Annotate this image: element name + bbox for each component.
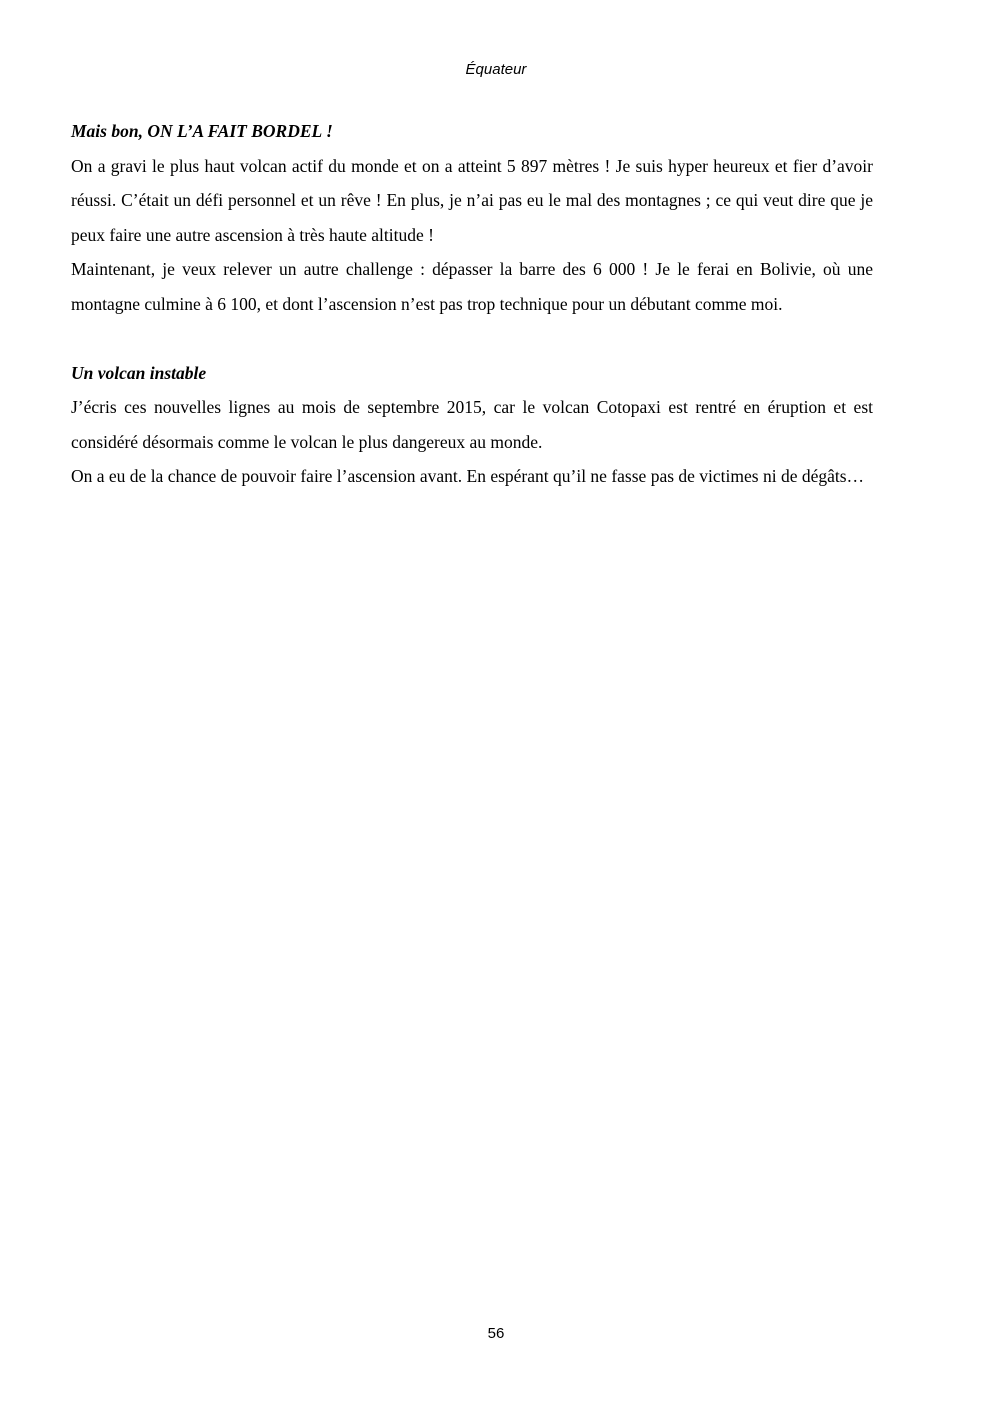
section-heading: Un volcan instable <box>71 362 207 383</box>
paragraph: J’écris ces nouvelles lignes au mois de septembre 2015, car le volcan Cotopaxi est rentré en éruption et est considéré désormais comme le volcan le plus dangereux au monde. <box>71 397 873 452</box>
section-unstable-volcano <box>71 356 873 494</box>
paragraph: On a gravi le plus haut volcan actif du monde et on a atteint 5 897 mètres ! Je suis hyper heureux et fier d’avoir réussi. C’était un défi personnel et un rêve ! En plus, je n’ai pas eu le mal des montagnes ; ce qui veut dire que je peux faire une autre ascension à très haute altitude ! <box>71 155 873 245</box>
section-heading: Mais bon, ON L’A FAIT BORDEL ! <box>71 121 333 141</box>
section-summit <box>71 114 873 321</box>
document-body <box>71 114 873 494</box>
paragraph: On a eu de la chance de pouvoir faire l’ascension avant. En espérant qu’il ne fasse pas de victimes ni de dégâts… <box>71 466 865 486</box>
page-number: 56 <box>487 1325 505 1342</box>
section-spacer <box>71 321 873 356</box>
paragraph: Maintenant, je veux relever un autre challenge : dépasser la barre des 6 000 ! Je le ferai en Bolivie, où une montagne culmine à 6 100, et dont l’ascension n’est pas trop technique pour un débutant comme moi. <box>71 259 873 314</box>
running-header: Équateur <box>465 61 527 78</box>
